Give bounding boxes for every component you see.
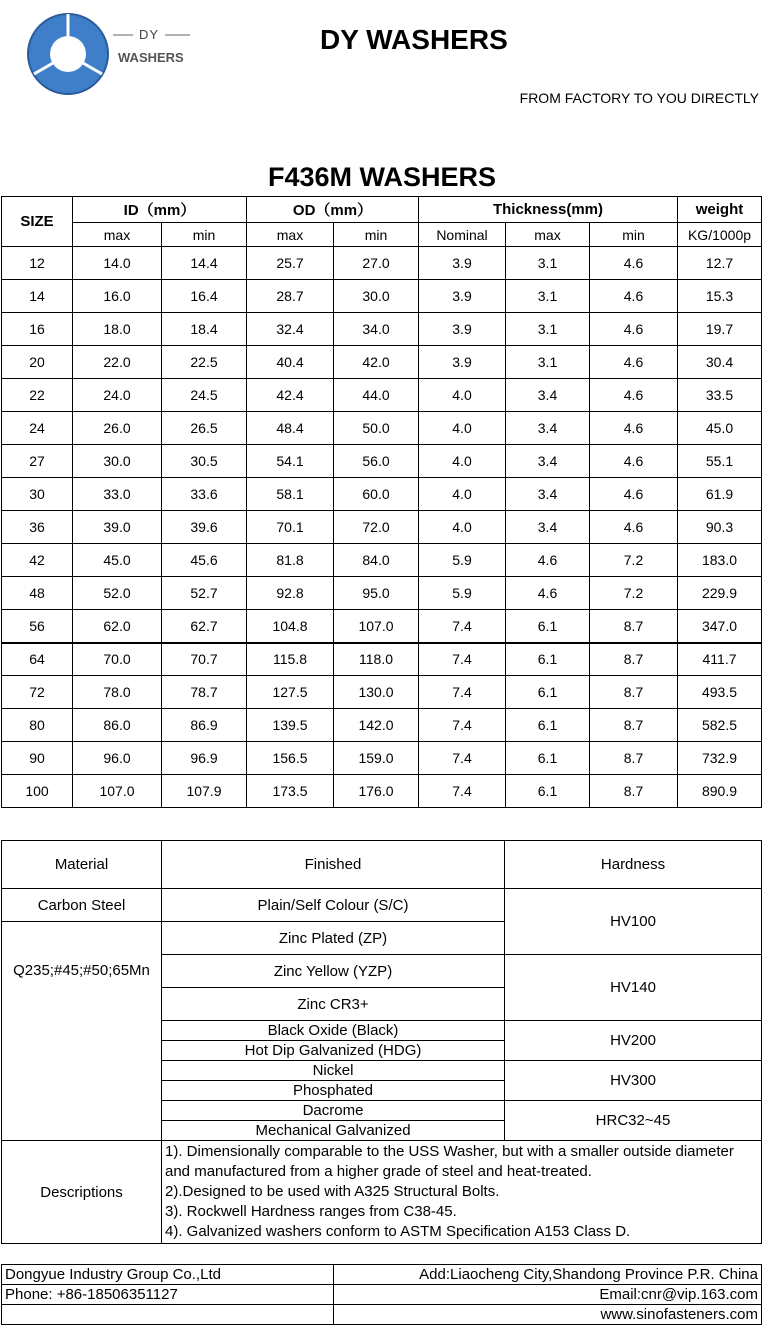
footer-website: www.sinofasteners.com [334,1305,762,1325]
cell-thickness-min: 4.6 [590,478,678,511]
table-row [2,742,762,775]
header-material: Material [2,841,162,889]
cell-id-min: 52.7 [162,577,247,610]
cell-thickness-max: 3.1 [506,280,590,313]
material-grades: Q235;#45;#50;65Mn [2,922,162,1141]
cell-size: 80 [2,709,73,742]
cell-od-max: 25.7 [247,247,334,280]
cell-id-max: 86.0 [73,709,162,742]
cell-od-min: 84.0 [334,544,419,577]
cell-od-min: 27.0 [334,247,419,280]
cell-thickness-min: 8.7 [590,709,678,742]
material-carbon-steel: Carbon Steel [2,889,162,922]
cell-thickness-min: 8.7 [590,643,678,676]
cell-id-min: 22.5 [162,346,247,379]
cell-id-max: 96.0 [73,742,162,775]
cell-thickness-nominal: 7.4 [419,709,506,742]
cell-id-max: 18.0 [73,313,162,346]
cell-weight: 33.5 [678,379,762,412]
cell-id-min: 16.4 [162,280,247,313]
footer-email: Email:cnr@vip.163.com [334,1285,762,1305]
cell-thickness-nominal: 7.4 [419,643,506,676]
cell-id-min: 18.4 [162,313,247,346]
table-row [2,511,762,544]
material-table [1,840,762,1244]
cell-thickness-max: 6.1 [506,775,590,808]
description-line: 4). Galvanized washers conform to ASTM Specification A153 Class D. [165,1223,631,1240]
cell-od-min: 142.0 [334,709,419,742]
cell-thickness-min: 4.6 [590,445,678,478]
header-weight-unit: KG/1000p [678,223,762,247]
finish-plain: Plain/Self Colour (S/C) [162,889,505,922]
cell-weight: 732.9 [678,742,762,775]
cell-od-max: 32.4 [247,313,334,346]
cell-thickness-nominal: 7.4 [419,742,506,775]
washer-spec-table [1,196,762,808]
hardness-hv100: HV100 [505,889,762,955]
header-thickness-max: max [506,223,590,247]
cell-thickness-nominal: 4.0 [419,412,506,445]
cell-od-min: 44.0 [334,379,419,412]
cell-thickness-nominal: 3.9 [419,247,506,280]
cell-thickness-min: 4.6 [590,313,678,346]
header-od-max: max [247,223,334,247]
table-row [2,478,762,511]
cell-od-max: 156.5 [247,742,334,775]
cell-thickness-nominal: 3.9 [419,346,506,379]
table-row [2,577,762,610]
cell-thickness-nominal: 7.4 [419,775,506,808]
cell-id-min: 96.9 [162,742,247,775]
cell-thickness-nominal: 4.0 [419,379,506,412]
cell-id-max: 22.0 [73,346,162,379]
cell-od-min: 30.0 [334,280,419,313]
cell-id-min: 70.7 [162,643,247,676]
footer-company: Dongyue Industry Group Co.,Ltd [2,1265,334,1285]
cell-od-min: 118.0 [334,643,419,676]
logo-text-washers: WASHERS [118,50,184,65]
cell-thickness-max: 6.1 [506,709,590,742]
finish-dacrome: Dacrome [162,1101,505,1121]
cell-weight: 347.0 [678,610,762,643]
header-finished: Finished [162,841,505,889]
table-row [2,346,762,379]
hardness-hv200: HV200 [505,1021,762,1061]
cell-id-min: 107.9 [162,775,247,808]
finish-mechanical-galvanized: Mechanical Galvanized [162,1121,505,1141]
tagline: FROM FACTORY TO YOU DIRECTLY [519,90,759,106]
header-thickness-nominal: Nominal [419,223,506,247]
cell-thickness-min: 7.2 [590,544,678,577]
washer-hole [50,36,86,72]
description-line: 2).Designed to be used with A325 Structural Bolts. [165,1183,500,1200]
hardness-hrc: HRC32~45 [505,1101,762,1141]
cell-od-min: 42.0 [334,346,419,379]
cell-od-min: 56.0 [334,445,419,478]
cell-od-min: 50.0 [334,412,419,445]
logo-text-dy: DY [139,27,160,42]
cell-thickness-min: 8.7 [590,775,678,808]
cell-size: 22 [2,379,73,412]
finish-phosphated: Phosphated [162,1081,505,1101]
cell-od-max: 115.8 [247,643,334,676]
cell-od-max: 81.8 [247,544,334,577]
cell-thickness-max: 3.4 [506,445,590,478]
cell-thickness-nominal: 4.0 [419,511,506,544]
table-row [2,313,762,346]
cell-od-max: 48.4 [247,412,334,445]
header-size: SIZE [2,197,73,247]
cell-od-max: 58.1 [247,478,334,511]
finish-zinc-cr3: Zinc CR3+ [162,988,505,1021]
cell-od-max: 127.5 [247,676,334,709]
table-row [2,676,762,709]
cell-thickness-max: 3.1 [506,346,590,379]
finish-black-oxide: Black Oxide (Black) [162,1021,505,1041]
cell-id-min: 78.7 [162,676,247,709]
table-row [2,643,762,676]
cell-id-max: 16.0 [73,280,162,313]
header-id: ID（mm） [73,197,247,223]
header-thickness: Thickness(mm) [419,197,678,223]
cell-weight: 890.9 [678,775,762,808]
cell-size: 64 [2,643,73,676]
cell-thickness-min: 7.2 [590,577,678,610]
finish-nickel: Nickel [162,1061,505,1081]
descriptions-text [162,1141,762,1244]
cell-size: 100 [2,775,73,808]
header-thickness-min: min [590,223,678,247]
table-row [2,247,762,280]
cell-od-min: 34.0 [334,313,419,346]
cell-size: 48 [2,577,73,610]
cell-thickness-max: 6.1 [506,742,590,775]
cell-od-min: 72.0 [334,511,419,544]
cell-id-max: 62.0 [73,610,162,643]
cell-id-max: 39.0 [73,511,162,544]
contact-footer [1,1264,762,1325]
finish-hdg: Hot Dip Galvanized (HDG) [162,1041,505,1061]
cell-id-min: 26.5 [162,412,247,445]
header-hardness: Hardness [505,841,762,889]
cell-thickness-min: 4.6 [590,511,678,544]
cell-od-max: 42.4 [247,379,334,412]
company-title: DY WASHERS [320,24,508,55]
cell-size: 42 [2,544,73,577]
cell-size: 72 [2,676,73,709]
hardness-hv300: HV300 [505,1061,762,1101]
cell-size: 56 [2,610,73,643]
cell-size: 36 [2,511,73,544]
header-id-min: min [162,223,247,247]
cell-thickness-min: 4.6 [590,346,678,379]
cell-thickness-nominal: 5.9 [419,577,506,610]
cell-thickness-max: 6.1 [506,610,590,643]
cell-thickness-max: 3.1 [506,313,590,346]
cell-id-min: 39.6 [162,511,247,544]
cell-weight: 30.4 [678,346,762,379]
cell-thickness-nominal: 4.0 [419,445,506,478]
cell-thickness-max: 3.4 [506,478,590,511]
cell-id-min: 14.4 [162,247,247,280]
cell-od-max: 70.1 [247,511,334,544]
cell-id-max: 45.0 [73,544,162,577]
cell-thickness-nominal: 3.9 [419,280,506,313]
finish-zinc-yellow: Zinc Yellow (YZP) [162,955,505,988]
table-row [2,544,762,577]
header-od: OD（mm） [247,197,419,223]
cell-size: 14 [2,280,73,313]
cell-size: 24 [2,412,73,445]
cell-thickness-nominal: 5.9 [419,544,506,577]
cell-id-min: 86.9 [162,709,247,742]
cell-id-max: 26.0 [73,412,162,445]
cell-id-max: 52.0 [73,577,162,610]
hardness-hv140: HV140 [505,955,762,1021]
cell-thickness-min: 8.7 [590,676,678,709]
cell-thickness-max: 4.6 [506,544,590,577]
cell-weight: 183.0 [678,544,762,577]
cell-weight: 15.3 [678,280,762,313]
cell-id-max: 30.0 [73,445,162,478]
cell-thickness-max: 3.4 [506,511,590,544]
table-row [2,445,762,478]
footer-empty-cell [2,1305,334,1325]
cell-id-min: 62.7 [162,610,247,643]
cell-id-max: 107.0 [73,775,162,808]
cell-thickness-min: 4.6 [590,412,678,445]
cell-od-min: 130.0 [334,676,419,709]
cell-weight: 493.5 [678,676,762,709]
table-row [2,775,762,808]
descriptions-label: Descriptions [2,1141,162,1244]
cell-id-min: 45.6 [162,544,247,577]
cell-thickness-min: 4.6 [590,280,678,313]
document-title: F436M WASHERS [267,162,497,192]
cell-weight: 229.9 [678,577,762,610]
cell-size: 16 [2,313,73,346]
cell-weight: 19.7 [678,313,762,346]
cell-od-min: 95.0 [334,577,419,610]
cell-od-max: 28.7 [247,280,334,313]
table-row [2,709,762,742]
cell-od-max: 92.8 [247,577,334,610]
table-row [2,412,762,445]
cell-weight: 12.7 [678,247,762,280]
cell-thickness-max: 3.4 [506,412,590,445]
cell-weight: 411.7 [678,643,762,676]
cell-id-min: 30.5 [162,445,247,478]
cell-id-max: 33.0 [73,478,162,511]
cell-thickness-max: 3.1 [506,247,590,280]
cell-weight: 45.0 [678,412,762,445]
description-line: 1). Dimensionally comparable to the USS Washer, but with a smaller outside diameter and manufactured from a higher grade of steel and heat-treated. [165,1143,734,1180]
table-row [2,610,762,643]
cell-size: 12 [2,247,73,280]
header-od-min: min [334,223,419,247]
cell-od-max: 104.8 [247,610,334,643]
cell-thickness-nominal: 4.0 [419,478,506,511]
cell-od-min: 107.0 [334,610,419,643]
cell-thickness-min: 8.7 [590,610,678,643]
cell-weight: 55.1 [678,445,762,478]
cell-weight: 61.9 [678,478,762,511]
cell-thickness-nominal: 3.9 [419,313,506,346]
cell-thickness-nominal: 7.4 [419,676,506,709]
cell-size: 20 [2,346,73,379]
cell-od-min: 159.0 [334,742,419,775]
cell-thickness-max: 6.1 [506,676,590,709]
cell-id-min: 24.5 [162,379,247,412]
cell-thickness-max: 4.6 [506,577,590,610]
cell-thickness-min: 4.6 [590,247,678,280]
footer-phone: Phone: +86-18506351127 [2,1285,334,1305]
cell-id-max: 14.0 [73,247,162,280]
cell-size: 27 [2,445,73,478]
cell-thickness-max: 6.1 [506,643,590,676]
footer-address: Add:Liaocheng City,Shandong Province P.R. China [334,1265,762,1285]
cell-od-max: 40.4 [247,346,334,379]
cell-od-max: 139.5 [247,709,334,742]
cell-od-min: 176.0 [334,775,419,808]
cell-thickness-max: 3.4 [506,379,590,412]
cell-weight: 582.5 [678,709,762,742]
table-row [2,280,762,313]
cell-size: 30 [2,478,73,511]
cell-od-max: 54.1 [247,445,334,478]
cell-thickness-min: 4.6 [590,379,678,412]
header-weight: weight [678,197,762,223]
cell-id-min: 33.6 [162,478,247,511]
finish-zinc-plated: Zinc Plated (ZP) [162,922,505,955]
cell-weight: 90.3 [678,511,762,544]
cell-size: 90 [2,742,73,775]
cell-od-min: 60.0 [334,478,419,511]
cell-id-max: 78.0 [73,676,162,709]
description-line: 3). Rockwell Hardness ranges from C38-45. [165,1203,457,1220]
cell-od-max: 173.5 [247,775,334,808]
cell-id-max: 24.0 [73,379,162,412]
cell-thickness-nominal: 7.4 [419,610,506,643]
header-id-max: max [73,223,162,247]
cell-id-max: 70.0 [73,643,162,676]
cell-thickness-min: 8.7 [590,742,678,775]
table-row [2,379,762,412]
